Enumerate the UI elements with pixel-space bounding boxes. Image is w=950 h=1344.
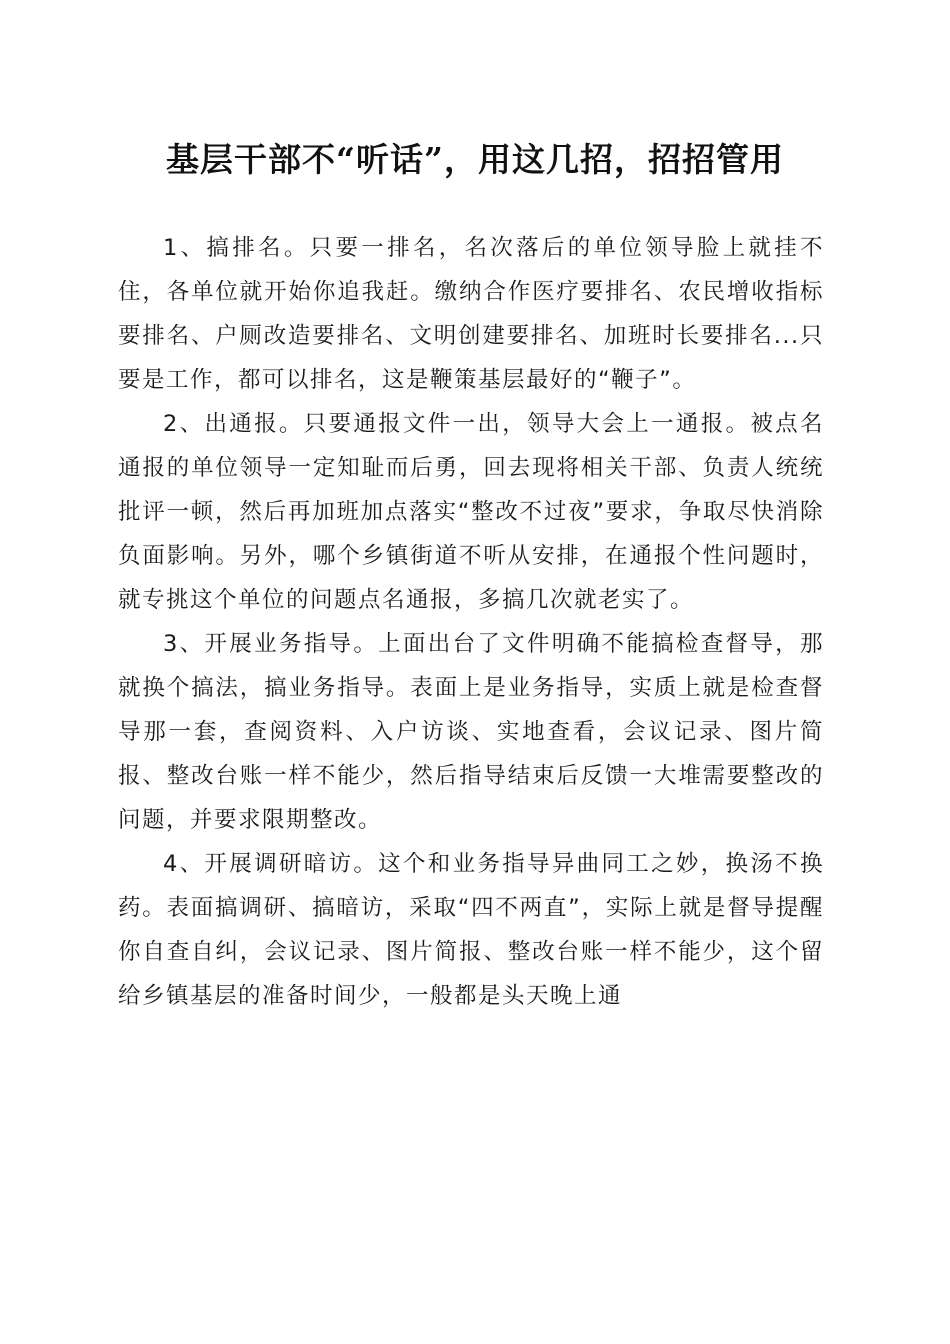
- document-title: 基层干部不“听话”，用这几招，招招管用: [166, 140, 784, 179]
- paragraph-circular: 2、出通报。只要通报文件一出，领导大会上一通报。被点名通报的单位领导一定知耻而后勇，回去现将相关干部、负责人统统批评一顿，然后再加班加点落实“整改不过夜”要求，争取尽快消除负面影响。另外，哪个乡镇街道不听从安排，在通报个性问题时，就专挑这个单位的问题点名通报，多搞几次就老实了。: [118, 411, 824, 613]
- document-body: [118, 226, 824, 1018]
- paragraph-business-guidance: 3、开展业务指导。上面出台了文件明确不能搞检查督导，那就换个搞法，搞业务指导。表面上是业务指导，实质上就是检查督导那一套，查阅资料、入户访谈、实地查看，会议记录、图片简报、整改台账一样不能少，然后指导结束后反馈一大堆需要整改的问题，并要求限期整改。: [118, 631, 824, 833]
- paragraph-research-visits: 4、开展调研暗访。这个和业务指导异曲同工之妙，换汤不换药。表面搞调研、搞暗访，采取“四不两直”，实际上就是督导提醒你自查自纠，会议记录、图片简报、整改台账一样不能少，这个留给乡镇基层的准备时间少，一般都是头天晚上通: [118, 851, 824, 1009]
- paragraph-ranking: 1、搞排名。只要一排名，名次落后的单位领导脸上就挂不住，各单位就开始你追我赶。缴纳合作医疗要排名、农民增收指标要排名、户厕改造要排名、文明创建要排名、加班时长要排名...只要是工作，都可以排名，这是鞭策基层最好的“鞭子”。: [118, 235, 824, 393]
